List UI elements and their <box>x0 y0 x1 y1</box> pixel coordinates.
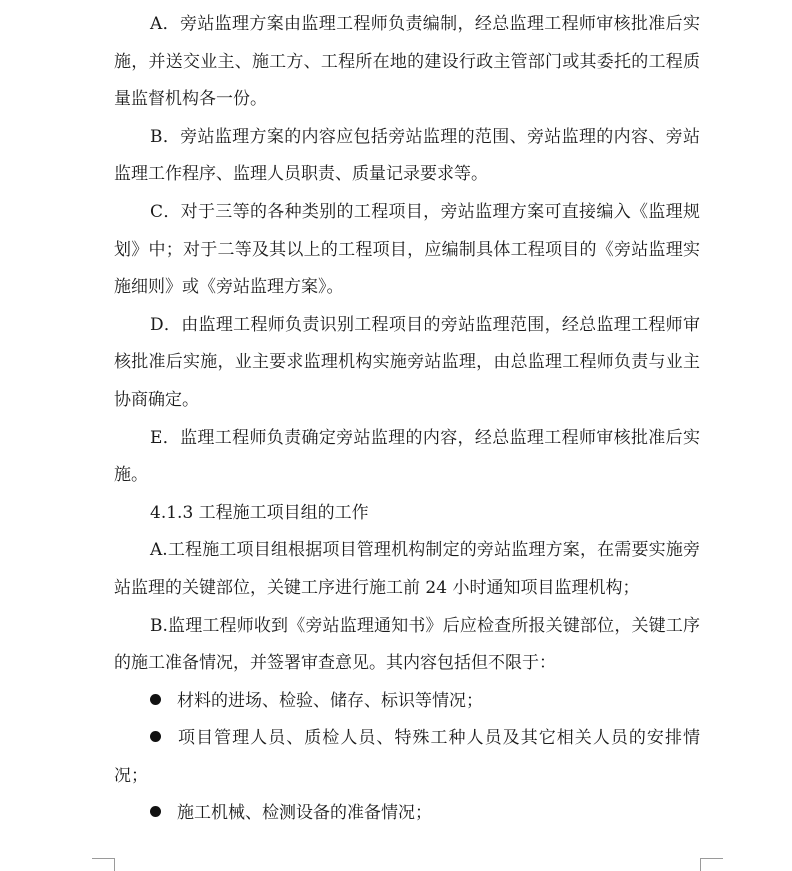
bullet-dot-icon <box>150 731 161 742</box>
document-body <box>114 6 700 833</box>
paragraph-c: C．对于三等的各种类别的工程项目，旁站监理方案可直接编入《监理规划》中；对于二等及其以上的工程项目，应编制具体工程项目的《旁站监理实施细则》或《旁站监理方案》。 <box>114 201 700 298</box>
section-paragraph-a: A.工程施工项目组根据项目管理机构制定的旁站监理方案，在需要实施旁站监理的关键部位，关键工序进行施工前 24 小时通知项目监理机构； <box>114 540 700 598</box>
bullet-text: 施工机械、检测设备的准备情况； <box>177 803 432 824</box>
page-margin-corner-right <box>700 858 723 871</box>
section-paragraph-b: B.监理工程师收到《旁站监理通知书》后应检查所报关键部位，关键工序的施工准备情况，并签署审查意见。其内容包括但不限于： <box>114 615 700 674</box>
bullet-item <box>114 720 700 795</box>
paragraph-b: B．旁站监理方案的内容应包括旁站监理的范围、旁站监理的内容、旁站监理工作程序、监理人员职责、质量记录要求等。 <box>114 126 700 185</box>
bullet-item <box>114 795 700 833</box>
bullet-item <box>114 683 700 721</box>
page-margin-corner-left <box>92 858 115 871</box>
paragraph-e: E．监理工程师负责确定旁站监理的内容，经总监理工程师审核批准后实施。 <box>114 427 700 486</box>
bullet-dot-icon <box>150 694 161 705</box>
paragraph-d: D．由监理工程师负责识别工程项目的旁站监理范围，经总监理工程师审核批准后实施，业主要求监理机构实施旁站监理，由总监理工程师负责与业主协商确定。 <box>114 314 700 410</box>
bullet-text: 项目管理人员、质检人员、特殊工种人员及其它相关人员的安排情况； <box>114 728 700 786</box>
bullet-dot-icon <box>150 806 161 817</box>
section-heading: 4.1.3 工程施工项目组的工作 <box>150 502 369 523</box>
bullet-text: 材料的进场、检验、储存、标识等情况； <box>177 690 483 711</box>
paragraph-a: A．旁站监理方案由监理工程师负责编制，经总监理工程师审核批准后实施，并送交业主、施工方、工程所在地的建设行政主管部门或其委托的工程质量监督机构各一份。 <box>114 14 700 110</box>
